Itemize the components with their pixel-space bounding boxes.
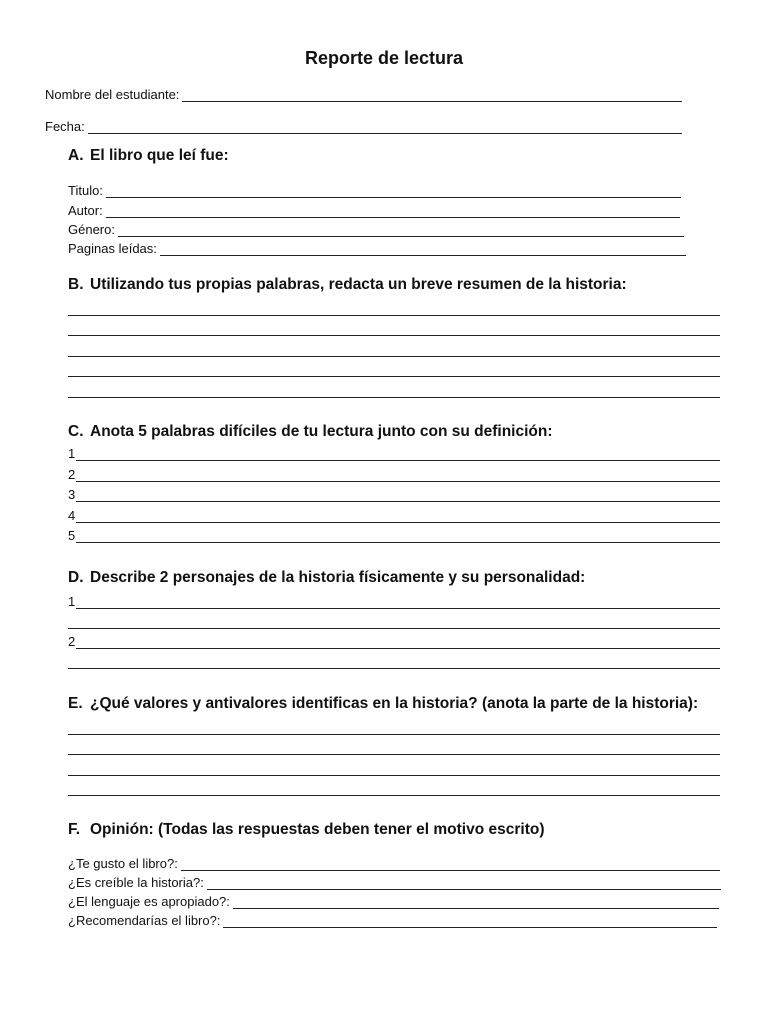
section-d-heading bbox=[68, 569, 585, 587]
values-line[interactable] bbox=[68, 795, 720, 796]
section-e-heading bbox=[68, 695, 698, 713]
word-number: 3 bbox=[68, 487, 76, 502]
summary-line[interactable] bbox=[68, 376, 720, 377]
language-label: ¿El lenguaje es apropiado?: bbox=[68, 894, 230, 909]
word-item[interactable] bbox=[68, 466, 720, 482]
date-line[interactable] bbox=[88, 120, 682, 134]
author-field[interactable] bbox=[68, 200, 680, 218]
recommend-line[interactable] bbox=[223, 914, 717, 928]
believable-label: ¿Es creíble la historia?: bbox=[68, 875, 204, 890]
liked-book-label: ¿Te gusto el libro?: bbox=[68, 856, 178, 871]
student-name-line[interactable] bbox=[182, 88, 682, 102]
page-title: Reporte de lectura bbox=[304, 48, 464, 68]
date-field[interactable] bbox=[45, 116, 682, 134]
section-f-letter: F. bbox=[68, 821, 81, 838]
word-line[interactable] bbox=[76, 510, 720, 523]
date-label: Fecha: bbox=[45, 119, 85, 134]
language-line[interactable] bbox=[233, 895, 719, 909]
character-line[interactable] bbox=[68, 628, 720, 629]
section-f-heading bbox=[68, 821, 544, 839]
character-line[interactable] bbox=[68, 668, 720, 669]
summary-line[interactable] bbox=[68, 335, 720, 336]
character-line[interactable] bbox=[76, 596, 720, 609]
book-title-label: Titulo: bbox=[68, 183, 103, 198]
genre-field[interactable] bbox=[68, 219, 684, 237]
book-title-line[interactable] bbox=[106, 184, 681, 198]
character-line[interactable] bbox=[76, 636, 720, 649]
word-line[interactable] bbox=[76, 469, 720, 482]
liked-book-field[interactable] bbox=[68, 853, 720, 871]
pages-read-line[interactable] bbox=[160, 242, 686, 256]
word-number: 2 bbox=[68, 467, 76, 482]
book-title-field[interactable] bbox=[68, 180, 681, 198]
word-item[interactable] bbox=[68, 445, 720, 461]
character-item[interactable] bbox=[68, 633, 720, 649]
summary-line[interactable] bbox=[68, 315, 720, 316]
character-item[interactable] bbox=[68, 593, 720, 609]
word-item[interactable] bbox=[68, 507, 720, 523]
section-b-letter: B. bbox=[68, 276, 84, 293]
student-name-label: Nombre del estudiante: bbox=[45, 87, 180, 102]
section-e-title: ¿Qué valores y antivalores identificas en la historia? (anota la parte de la historia): bbox=[90, 695, 699, 712]
values-line[interactable] bbox=[68, 734, 720, 735]
section-b-title: Utilizando tus propias palabras, redacta un breve resumen de la historia: bbox=[90, 276, 627, 293]
student-name-field[interactable] bbox=[45, 84, 682, 102]
believable-line[interactable] bbox=[207, 876, 721, 890]
word-line[interactable] bbox=[76, 448, 720, 461]
recommend-field[interactable] bbox=[68, 910, 717, 928]
author-label: Autor: bbox=[68, 203, 103, 218]
word-item[interactable] bbox=[68, 486, 720, 502]
values-line[interactable] bbox=[68, 775, 720, 776]
section-a-title: El libro que leí fue: bbox=[90, 147, 229, 164]
believable-field[interactable] bbox=[68, 872, 721, 890]
section-d-title: Describe 2 personajes de la historia físicamente y su personalidad: bbox=[90, 569, 586, 586]
summary-line[interactable] bbox=[68, 397, 720, 398]
section-a-heading bbox=[68, 147, 229, 165]
section-c-heading bbox=[68, 423, 553, 441]
word-line[interactable] bbox=[76, 530, 720, 543]
recommend-label: ¿Recomendarías el libro?: bbox=[68, 913, 221, 928]
section-e-letter: E. bbox=[68, 695, 83, 712]
section-f-title: Opinión: (Todas las respuestas deben tener el motivo escrito) bbox=[90, 821, 545, 838]
word-line[interactable] bbox=[76, 489, 720, 502]
section-d-letter: D. bbox=[68, 569, 84, 586]
language-field[interactable] bbox=[68, 891, 719, 909]
summary-line[interactable] bbox=[68, 356, 720, 357]
values-line[interactable] bbox=[68, 754, 720, 755]
word-number: 1 bbox=[68, 446, 76, 461]
word-number: 4 bbox=[68, 508, 76, 523]
section-a-letter: A. bbox=[68, 147, 84, 164]
character-number: 2 bbox=[68, 634, 76, 649]
section-b-heading bbox=[68, 276, 627, 294]
genre-label: Género: bbox=[68, 222, 115, 237]
genre-line[interactable] bbox=[118, 223, 684, 237]
character-number: 1 bbox=[68, 594, 76, 609]
word-item[interactable] bbox=[68, 527, 720, 543]
section-c-title: Anota 5 palabras difíciles de tu lectura junto con su definición: bbox=[90, 423, 553, 440]
author-line[interactable] bbox=[106, 204, 680, 218]
liked-book-line[interactable] bbox=[181, 857, 720, 871]
section-c-letter: C. bbox=[68, 423, 84, 440]
pages-read-label: Paginas leídas: bbox=[68, 241, 157, 256]
pages-read-field[interactable] bbox=[68, 238, 686, 256]
word-number: 5 bbox=[68, 528, 76, 543]
